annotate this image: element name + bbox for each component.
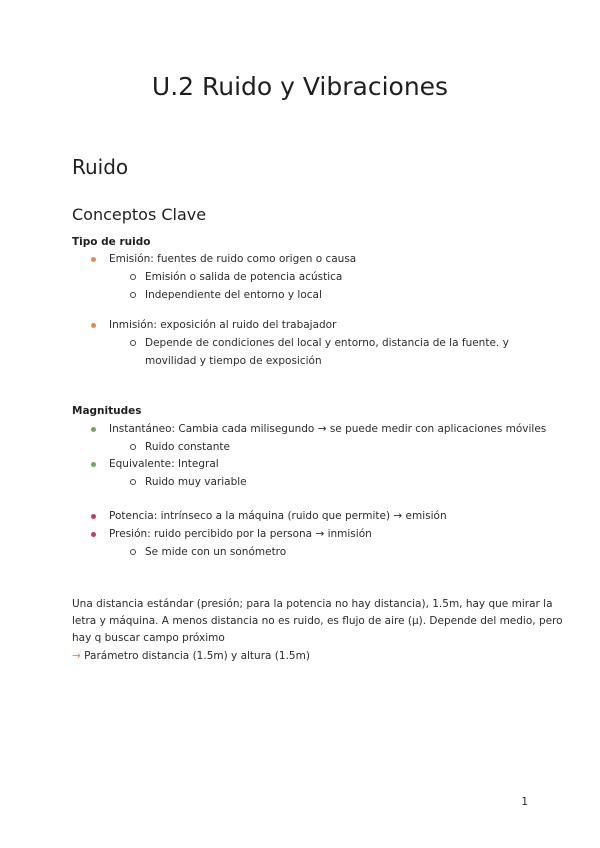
list-item: Depende de condiciones del local y entorno, distancia de la fuente. y: [145, 337, 509, 349]
list-item: Ruido constante: [145, 441, 230, 453]
bullet-icon: [91, 427, 96, 432]
paragraph-line: Una distancia estándar (presión; para la potencia no hay distancia), 1.5m, hay que mirar la: [72, 598, 553, 610]
list-item: Independiente del entorno y local: [145, 289, 322, 301]
subsection-heading: Conceptos Clave: [72, 205, 207, 224]
circle-bullet-icon: [130, 340, 136, 346]
tipo-de-ruido-heading: Tipo de ruido: [72, 236, 151, 248]
section-heading: Ruido: [72, 155, 129, 179]
list-item-continuation: movilidad y tiempo de exposición: [145, 355, 322, 367]
list-item: Emisión o salida de potencia acústica: [145, 271, 343, 283]
bullet-icon: [91, 257, 96, 262]
list-item: Instantáneo: Cambia cada milisegundo → se puede medir con aplicaciones móviles: [109, 423, 547, 435]
arrow-note-text: Parámetro distancia (1.5m) y altura (1.5m): [84, 650, 310, 662]
bullet-icon: [91, 323, 96, 328]
list-item: Presión: ruido percibido por la persona → inmisión: [109, 528, 372, 540]
circle-bullet-icon: [130, 274, 136, 280]
circle-bullet-icon: [130, 444, 136, 450]
circle-bullet-icon: [130, 479, 136, 485]
circle-bullet-icon: [130, 292, 136, 298]
paragraph-line: hay q buscar campo próximo: [72, 632, 225, 644]
circle-bullet-icon: [130, 549, 136, 555]
list-item: Emisión: fuentes de ruido como origen o causa: [109, 253, 357, 265]
list-item: Inmisión: exposición al ruido del trabajador: [109, 319, 337, 331]
list-item: Equivalente: Integral: [109, 458, 219, 470]
page-title: U.2 Ruido y Vibraciones: [151, 72, 449, 101]
arrow-icon: →: [72, 650, 81, 662]
list-item: Se mide con un sonómetro: [145, 546, 287, 558]
paragraph-line: letra y máquina. A menos distancia no es ruido, es flujo de aire (µ). Depende del medio, pero: [72, 615, 563, 627]
bullet-icon: [91, 462, 96, 467]
bullet-icon: [91, 532, 96, 537]
magnitudes-heading: Magnitudes: [72, 405, 142, 417]
bullet-icon: [91, 514, 96, 519]
list-item: Ruido muy variable: [145, 476, 247, 488]
list-item: Potencia: intrínseco a la máquina (ruido que permite) → emisión: [109, 510, 447, 522]
page-number: 1: [521, 796, 528, 808]
arrow-note: [72, 649, 310, 663]
